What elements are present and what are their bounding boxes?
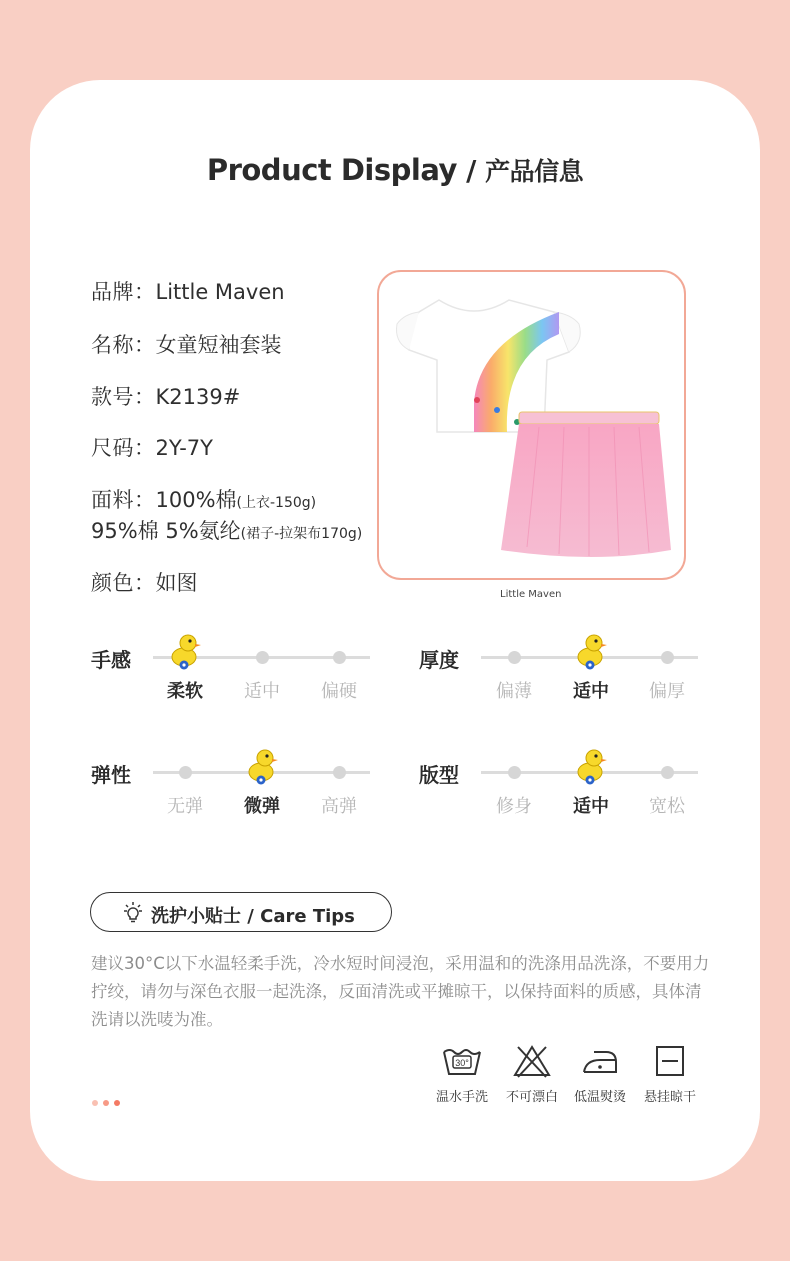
wash-temp-badge: 30°	[455, 1058, 469, 1068]
outfit-illustration	[379, 272, 684, 578]
page-dots	[92, 1091, 125, 1110]
attr-label-elasticity: 弹性	[91, 763, 131, 787]
info-fabric-line2: 95%棉 5%氨纶(裙子-拉架布170g)	[91, 519, 363, 543]
attr-option-thickness: 偏薄	[496, 681, 532, 702]
attr-option-thickness: 适中	[573, 681, 609, 702]
page-title: Product Display / 产品信息	[206, 153, 584, 187]
info-style-no: 款号：K2139#	[91, 385, 241, 409]
info-brand: 品牌：Little Maven	[91, 280, 285, 304]
hand-wash-30-icon	[442, 1044, 482, 1078]
attr-option-elasticity: 无弹	[167, 796, 203, 817]
dot-3	[114, 1100, 120, 1106]
info-size: 尺码：2Y-7Y	[91, 436, 213, 460]
info-name: 名称：女童短袖套装	[91, 333, 282, 357]
no-bleach-icon	[512, 1044, 552, 1078]
attr-label-thickness: 厚度	[419, 648, 459, 672]
product-photo	[377, 270, 686, 580]
duck-marker-icon	[573, 746, 609, 786]
attr-dot	[179, 766, 192, 779]
low-iron-icon	[580, 1044, 620, 1078]
care-tips-title: 洗护小贴士 / Care Tips	[151, 906, 355, 927]
attr-dot	[661, 651, 674, 664]
attr-option-fit: 修身	[496, 796, 532, 817]
lightbulb-icon	[121, 901, 145, 925]
attr-option-fit: 宽松	[649, 796, 685, 817]
attr-option-feel: 偏硬	[321, 681, 357, 702]
attr-option-elasticity: 高弹	[321, 796, 357, 817]
dot-2	[103, 1100, 109, 1106]
attr-option-thickness: 偏厚	[649, 681, 685, 702]
care-label-low-iron: 低温熨烫	[573, 1090, 626, 1105]
attr-dot	[508, 651, 521, 664]
dot-1	[92, 1100, 98, 1106]
duck-marker-icon	[167, 631, 203, 671]
attr-dot	[256, 651, 269, 664]
attr-dot	[333, 766, 346, 779]
duck-marker-icon	[244, 746, 280, 786]
attr-option-fit: 适中	[573, 796, 609, 817]
attr-option-feel: 柔软	[167, 681, 203, 702]
care-label-hand-wash: 温水手洗	[435, 1090, 488, 1105]
attr-dot	[661, 766, 674, 779]
attr-label-fit: 版型	[419, 763, 459, 787]
attr-dot	[508, 766, 521, 779]
info-color: 颜色：如图	[91, 571, 198, 595]
care-tips-text: 建议30°C以下水温轻柔手洗，冷水短时间浸泡，采用温和的洗涤用品洗涤，不要用力拧绞，请勿与深色衣服一起洗涤，反面清洗或平摊晾干，以保持面料的质感，具体清洗请以洗唛为准。	[91, 954, 710, 1029]
care-label-no-bleach: 不可漂白	[505, 1090, 558, 1105]
hang-dry-icon	[650, 1044, 690, 1078]
duck-marker-icon	[573, 631, 609, 671]
photo-caption: Little Maven	[500, 589, 562, 600]
attr-option-feel: 适中	[244, 681, 280, 702]
care-tips-pill	[90, 892, 392, 932]
attr-label-feel: 手感	[91, 648, 131, 672]
care-label-hang-dry: 悬挂晾干	[643, 1090, 696, 1105]
attr-option-elasticity: 微弹	[244, 796, 280, 817]
attr-dot	[333, 651, 346, 664]
info-fabric: 面料：100%棉(上衣-150g)	[91, 488, 317, 512]
